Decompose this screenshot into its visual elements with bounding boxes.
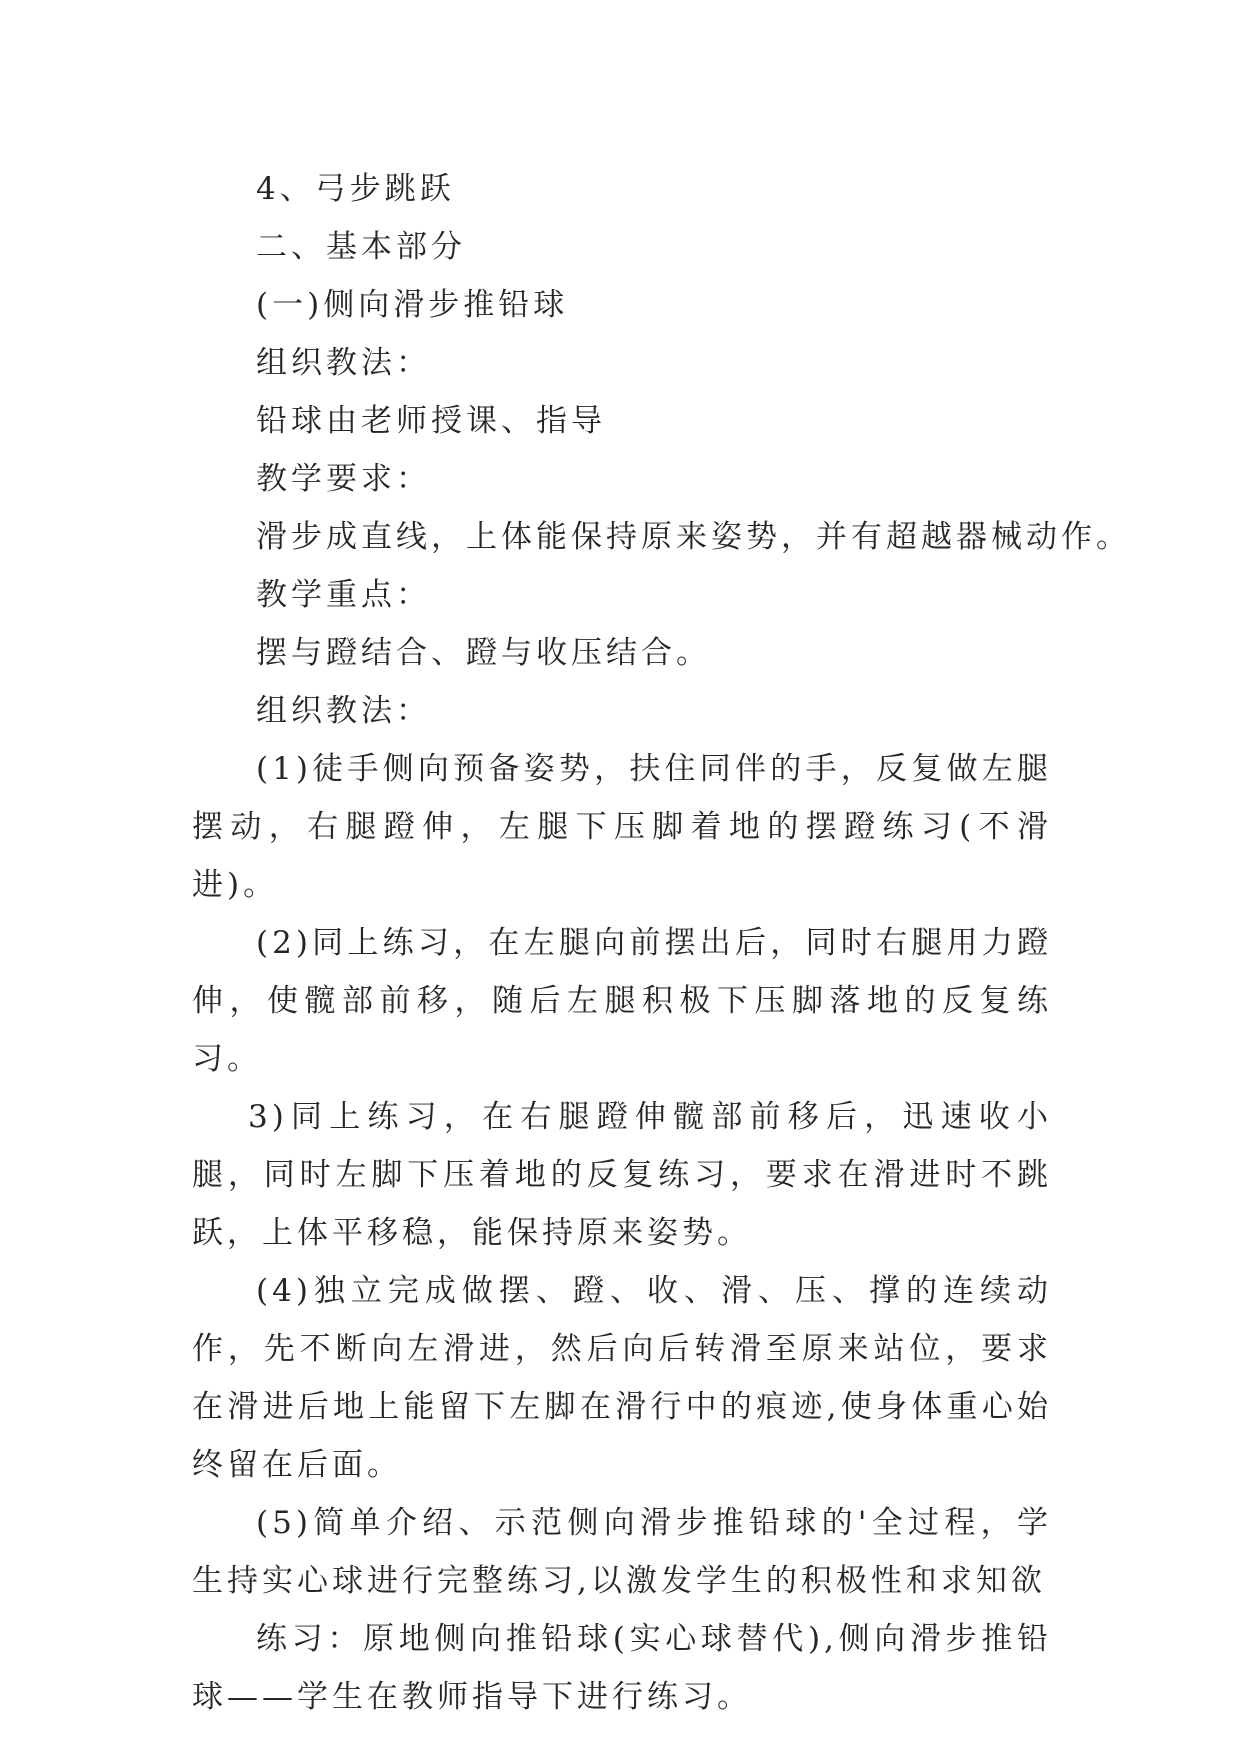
- document-body: [192, 160, 1131, 1726]
- paragraph-step-3: 3)同上练习，在右腿蹬伸髋部前移后，迅速收小腿，同时左脚下压着地的反复练习，要求在滑进时不跳跃，上体平移稳，能保持原来姿势。: [192, 1099, 1052, 1251]
- label-organization-2: 组织教法：: [256, 693, 431, 729]
- paragraph-step-4: (4)独立完成做摆、蹬、收、滑、压、撑的连续动作，先不断向左滑进，然后向后转滑至原来站位，要求在滑进后地上能留下左脚在滑行中的痕迹,使身体重心始终留在后面。: [192, 1273, 1052, 1483]
- paragraph-step-5: (5)简单介绍、示范侧向滑步推铅球的'全过程，学生持实心球进行完整练习,以激发学生的积极性和求知欲: [192, 1505, 1052, 1599]
- paragraph-step-2: (2)同上练习，在左腿向前摆出后，同时右腿用力蹬伸，使髋部前移，随后左腿积极下压脚落地的反复练习。: [192, 925, 1052, 1077]
- label-requirements: 教学要求：: [256, 461, 431, 497]
- paragraph-practice: 练习：原地侧向推铅球(实心球替代),侧向滑步推铅球——学生在教师指导下进行练习。: [192, 1621, 1052, 1715]
- text-requirements: 滑步成直线，上体能保持原来姿势，并有超越器械动作。: [256, 519, 1131, 555]
- label-key-points: 教学重点：: [256, 577, 431, 613]
- paragraph-step-1: (1)徒手侧向预备姿势，扶住同伴的手，反复做左腿摆动，右腿蹬伸，左腿下压脚着地的摆蹬练习(不滑进)。: [192, 751, 1052, 903]
- text-organization: 铅球由老师授课、指导: [256, 403, 606, 439]
- label-organization: 组织教法：: [256, 345, 431, 381]
- section-heading: 二、基本部分: [256, 229, 466, 265]
- subsection-heading: (一)侧向滑步推铅球: [256, 287, 569, 323]
- item-jump: 4、弓步跳跃: [256, 171, 455, 207]
- text-key-points: 摆与蹬结合、蹬与收压结合。: [256, 635, 711, 671]
